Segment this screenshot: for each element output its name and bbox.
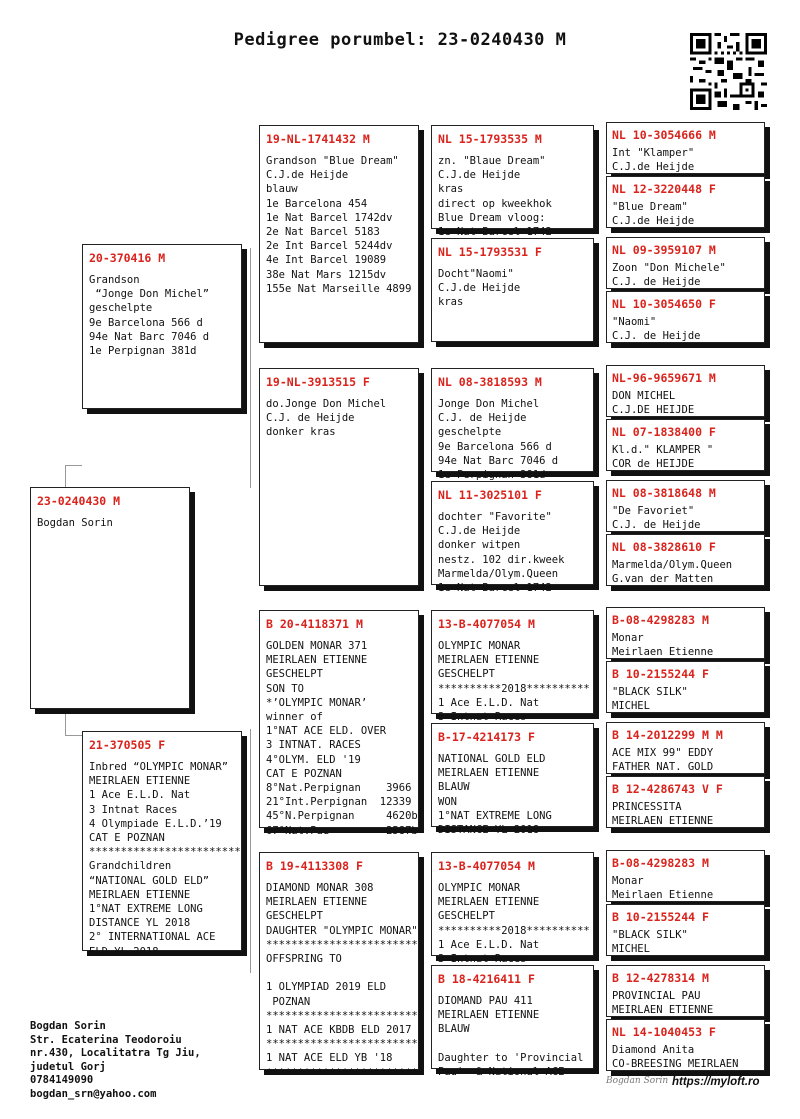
- pigeon-details: Monar Meirlaen Etienne: [612, 875, 714, 902]
- connector-line: [250, 248, 251, 488]
- pigeon-details: DON MICHEL C.J.DE HEIJDE: [612, 390, 695, 417]
- pigeon-card-gen4: [606, 850, 765, 902]
- ring-number: NL 12-3220448 F: [612, 182, 716, 196]
- ring-number: B 12-4286743 V F: [612, 782, 723, 796]
- pigeon-details: Inbred “OLYMPIC MONAR” MEIRLAEN ETIENNE 1 Ace E.L.D. Nat 3 Intnat Races 4 Olympiade E.L.D.’19 CAT E POZNAN ************************ Grandchildren “NATIONAL GOLD ELD” MEIRLAEN ETIENNE 1°NAT EXTREME LONG DISTANCE YL 2018 2° INTERNATIONAL ACE ELD YL 2018: [89, 761, 241, 958]
- ring-number: B 10-2155244 F: [612, 667, 709, 681]
- ring-number: NL-96-9659671 M: [612, 371, 716, 385]
- pigeon-details: "BLACK SILK" MICHEL: [612, 929, 688, 956]
- pigeon-details: DIOMAND PAU 411 MEIRLAEN ETIENNE BLAUW Daughter to 'Provincial Pau' & National ACE: [438, 995, 584, 1079]
- pigeon-details: "BLACK SILK" MICHEL: [612, 686, 688, 713]
- ring-number: NL 10-3054666 M: [612, 128, 716, 142]
- pigeon-details: NATIONAL GOLD ELD MEIRLAEN ETIENNE BLAUW WON 1°NAT EXTREME LONG DISTANCE YL 2018: [438, 753, 552, 837]
- ring-number: NL 08-3828610 F: [612, 540, 716, 554]
- pigeon-card-gen3: [431, 610, 594, 724]
- pigeon-card-gen2: [259, 368, 419, 586]
- pigeon-card-gen3: [431, 238, 594, 342]
- pigeon-details: Marmelda/Olym.Queen G.van der Matten: [612, 559, 733, 586]
- pigeon-card-gen4: [606, 176, 765, 228]
- ring-number: NL 09-3959107 M: [612, 243, 716, 257]
- ring-number: B-08-4298283 M: [612, 613, 709, 627]
- pigeon-details: ACE MIX 99" EDDY FATHER NAT. GOLD: [612, 747, 714, 774]
- pigeon-details: OLYMPIC MONAR MEIRLAEN ETIENNE GESCHELPT **********2018********** 1 Ace E.L.D. Nat 3 Intnat Races: [438, 882, 590, 966]
- pigeon-card-gen3: [431, 965, 594, 1079]
- pigeon-card-gen4: [606, 607, 765, 659]
- pigeon-details: "Blue Dream" C.J.de Heijde: [612, 201, 695, 228]
- website-link[interactable]: https://myloft.ro: [672, 1076, 760, 1088]
- pigeon-card-gen4: [606, 291, 765, 343]
- pigeon-card-gen3: [431, 125, 594, 239]
- pigeon-card-gen4: [606, 965, 765, 1017]
- ring-number: B-08-4298283 M: [612, 856, 709, 870]
- pigeon-details: GOLDEN MONAR 371 MEIRLAEN ETIENNE GESCHELPT SON TO *’OLYMPIC MONAR’ winner of 1°NAT ACE ELD. OVER 3 INTNAT. RACES 4°OLYM. ELD '19 CAT E POZNAN 8°Nat.Perpignan 3966 21°Int.Perpignan 12339 45°N.Perpignan 4620b 67°Nat.Pau 2587b: [266, 640, 418, 837]
- pigeon-card-gen4: [606, 722, 765, 774]
- pigeon-card-sire: [82, 244, 242, 409]
- pigeon-card-dam: [82, 731, 242, 958]
- owner-contact: Bogdan Sorin Str. Ecaterina Teodoroiu nr.430, Localitatra Tg Jiu, judetul Gorj 0784149090 bogdan_srn@yahoo.com: [30, 1020, 201, 1100]
- connector-line: [65, 735, 82, 736]
- pigeon-details: Docht"Naomi" C.J.de Heijde kras: [438, 268, 521, 309]
- pigeon-details: PRINCESSITA MEIRLAEN ETIENNE: [612, 801, 714, 828]
- pigeon-card-gen2: [259, 610, 419, 837]
- pigeon-card-gen4: [606, 122, 765, 174]
- pigeon-card-gen4: [606, 534, 765, 586]
- pigeon-card-gen4: [606, 661, 765, 713]
- ring-number: NL 15-1793531 F: [438, 245, 542, 259]
- pigeon-details: Int "Klamper" C.J.de Heijde: [612, 147, 695, 174]
- pigeon-details: Diamond Anita CO-BREESING MEIRLAEN: [612, 1044, 739, 1071]
- ring-number: 13-B-4077054 M: [438, 859, 535, 873]
- pigeon-details: Grandson “Jonge Don Michel” geschelpte 9e Barcelona 566 d 94e Nat Barc 7046 d 1e Perpignan 381d: [89, 274, 210, 358]
- pigeon-details: Bogdan Sorin: [37, 517, 113, 529]
- ring-number: NL 14-1040453 F: [612, 1025, 716, 1039]
- pigeon-card-gen3: [431, 368, 594, 482]
- connector-line: [250, 729, 251, 973]
- pigeon-details: OLYMPIC MONAR MEIRLAEN ETIENNE GESCHELPT **********2018********** 1 Ace E.L.D. Nat 3 Intnat Races: [438, 640, 590, 724]
- pigeon-card-gen4: [606, 904, 765, 956]
- ring-number: B 14-2012299 M M: [612, 728, 723, 742]
- ring-number: NL 11-3025101 F: [438, 488, 542, 502]
- signature: Bogdan Sorin: [606, 1076, 669, 1086]
- ring-number: NL 08-3818593 M: [438, 375, 542, 389]
- pigeon-details: zn. "Blaue Dream" C.J.de Heijde kras direct op kweekhok Blue Dream vloog: 1e Nat Barcel 1742: [438, 155, 552, 239]
- connector-line: [65, 465, 82, 466]
- ring-number: 21-370505 F: [89, 738, 166, 752]
- qr-code-icon: [690, 33, 767, 110]
- pigeon-card-gen3: [431, 481, 594, 595]
- pigeon-card-gen3: [431, 852, 594, 966]
- pigeon-card-gen4: [606, 1019, 765, 1071]
- pigeon-card-subject: [30, 487, 190, 709]
- pigeon-card-gen4: [606, 419, 765, 471]
- pigeon-card-gen3: [431, 723, 594, 837]
- pigeon-details: Monar Meirlaen Etienne: [612, 632, 714, 659]
- pigeon-details: dochter "Favorite" C.J.de Heijde donker witpen nestz. 102 dir.kweek Marmelda/Olym.Queen 1e Nat Barcel 1742: [438, 511, 565, 595]
- ring-number: 19-NL-3913515 F: [266, 375, 370, 389]
- pigeon-details: Grandson "Blue Dream" C.J.de Heijde blauw 1e Barcelona 454 1e Nat Barcel 1742dv 2e Nat Barcel 5183 2e Int Barcel 5244dv 4e Int Barcel 19089 38e Nat Mars 1215dv 155e Nat Marseille 4899: [266, 155, 412, 295]
- ring-number: B 18-4216411 F: [438, 972, 535, 986]
- pigeon-details: DIAMOND MONAR 308 MEIRLAEN ETIENNE GESCHELPT DAUGHTER "OLYMPIC MONAR" ************************ OFFSPRING TO 1 OLYMPIAD 2019 ELD POZNAN ************************ 1 NAT ACE KBDB ELD 2017 ************************ 1 NAT ACE ELD YB '18 ************************: [266, 882, 418, 1079]
- ring-number: B 12-4278314 M: [612, 971, 709, 985]
- ring-number: B 19-4113308 F: [266, 859, 363, 873]
- pigeon-card-gen2: [259, 125, 419, 343]
- pigeon-card-gen2: [259, 852, 419, 1079]
- pigeon-card-gen4: [606, 365, 765, 417]
- pigeon-details: "De Favoriet" C.J. de Heijde: [612, 505, 701, 532]
- pigeon-details: PROVINCIAL PAU MEIRLAEN ETIENNE: [612, 990, 714, 1017]
- pigeon-details: Kl.d." KLAMPER " COR de HEIJDE: [612, 444, 714, 471]
- ring-number: B 10-2155244 F: [612, 910, 709, 924]
- ring-number: NL 08-3818648 M: [612, 486, 716, 500]
- ring-number: 13-B-4077054 M: [438, 617, 535, 631]
- ring-number: 23-0240430 M: [37, 494, 121, 508]
- page-title: Pedigree porumbel: 23-0240430 M: [233, 30, 567, 50]
- ring-number: B 20-4118371 M: [266, 617, 363, 631]
- ring-number: 19-NL-1741432 M: [266, 132, 370, 146]
- pigeon-details: Jonge Don Michel C.J. de Heijde geschelpte 9e Barcelona 566 d 94e Nat Barc 7046 d 1e Perpignan 381d: [438, 398, 559, 482]
- pigeon-details: "Naomi" C.J. de Heijde: [612, 316, 701, 343]
- ring-number: NL 07-1838400 F: [612, 425, 716, 439]
- pigeon-card-gen4: [606, 480, 765, 532]
- ring-number: NL 15-1793535 M: [438, 132, 542, 146]
- pigeon-details: Zoon "Don Michele" C.J. de Heijde: [612, 262, 726, 289]
- pigeon-card-gen4: [606, 776, 765, 828]
- ring-number: NL 10-3054650 F: [612, 297, 716, 311]
- ring-number: B-17-4214173 F: [438, 730, 535, 744]
- pigeon-details: do.Jonge Don Michel C.J. de Heijde donker kras: [266, 398, 387, 439]
- pigeon-card-gen4: [606, 237, 765, 289]
- ring-number: 20-370416 M: [89, 251, 166, 265]
